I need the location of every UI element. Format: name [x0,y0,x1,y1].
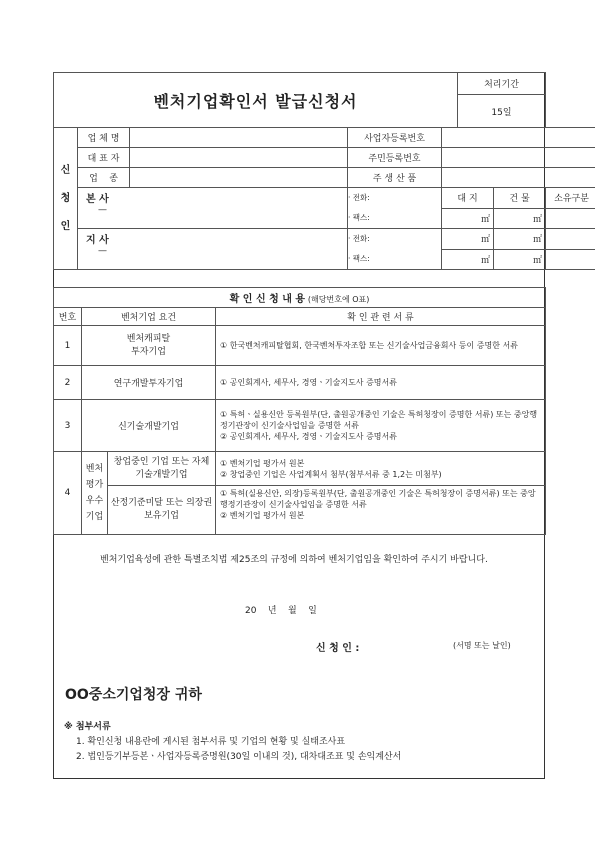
row-docs [216,452,546,486]
hq-label: 본 사 [86,194,109,205]
processing-period-label: 처리기간 [458,73,546,95]
row-docs-line-1: ① 벤처기업 평가서 원본 [220,458,305,468]
applicant-table [53,127,595,270]
row-docs [216,400,546,452]
branch-building-field-2[interactable]: ㎡ [494,249,546,270]
branch-contact-cell [348,229,442,270]
row-docs-line-1: ① 특허ㆍ실용신안 등록원부(단, 출원공개중인 기술은 특허청장이 증명한 서류) 또는 중앙행정기관장이 신기술사업임을 증명한 서류 [220,410,538,430]
business-reg-label: 사업자등록번호 [348,128,442,148]
attachments-list [76,735,401,765]
confirm-row-3[interactable] [54,400,546,452]
business-reg-field[interactable] [442,128,595,148]
hq-address-cell[interactable] [78,188,348,229]
hq-phone-label: · 전화: [348,193,370,202]
branch-phone-label: · 전화: [348,234,370,243]
applicant-side-label [54,128,78,270]
row-docs-line-2: ② 벤처기업 평가서 원본 [220,511,305,520]
row-no: 4 [54,452,82,535]
processing-period-value: 15일 [458,95,546,128]
main-product-label: 주 생 산 품 [348,168,442,188]
row-no: 3 [54,400,82,452]
branch-ownership-field-1[interactable] [546,229,595,250]
row-req: 벤처캐피탈 투자기업 [82,326,216,366]
ceo-field[interactable] [130,148,348,168]
confirm-row-1[interactable] [54,326,546,366]
attachments-title: ※ 첨부서류 [64,722,111,732]
side-char-2: 청 [60,192,71,204]
branch-label: 지 사 [86,235,109,246]
row-group-label: 벤처 평가 우수 기업 [82,452,108,535]
branch-fax-label: · 팩스: [348,254,370,263]
branch-site-area-field-2[interactable]: ㎡ [442,249,494,270]
hq-contact-cell [348,188,442,229]
industry-label: 업 종 [78,168,130,188]
hq-ownership-field[interactable] [546,208,595,229]
company-name-label: 업 체 명 [78,128,130,148]
confirm-row-2[interactable] [54,366,546,400]
row-no: 2 [54,366,82,400]
row-docs: ① 한국벤처캐피탈협회, 한국벤처투자조합 또는 신기술사업금융회사 등이 증명한 서류 [216,326,546,366]
confirm-row-4b[interactable] [54,486,546,535]
row-req: 창업중인 기업 또는 자체기술개발기업 [108,452,216,486]
branch-ownership-field-2[interactable] [546,249,595,270]
attachment-item: 2. 법인등기부등본ㆍ사업자등록증명원(30일 이내의 것), 대차대조표 및 손익계산서 [76,752,402,762]
resident-reg-label: 주민등록번호 [348,148,442,168]
hq-fax-label: · 팩스: [348,213,370,222]
row-docs-line-2: ② 공인회계사, 세무사, 경영ㆍ기술지도사 증명서류 [220,432,397,441]
company-name-field[interactable] [130,128,348,148]
ceo-label: 대 표 자 [78,148,130,168]
header-table [53,72,546,128]
col-req-header: 벤처기업 요건 [82,308,216,326]
side-char-1: 신 [60,164,71,176]
statement-date[interactable]: 20 년 월 일 [245,606,317,616]
row-no: 1 [54,326,82,366]
industry-field[interactable] [130,168,348,188]
confirm-title: 확 인 신 청 내 용 [229,294,306,305]
confirm-title-row [54,288,546,308]
resident-reg-field[interactable] [442,148,595,168]
row-req: 신기술개발기업 [82,400,216,452]
row-docs-line-2: ② 창업중인 기업은 사업계획서 첨부(첨부서류 중 1,2는 미첨부) [220,469,442,479]
main-product-field[interactable] [442,168,595,188]
branch-building-field-1[interactable]: ㎡ [494,229,546,250]
branch-dash: — [98,246,107,256]
confirm-table [53,287,546,535]
sign-note[interactable]: (서명 또는 날인) [453,641,511,650]
branch-address-cell[interactable] [78,229,348,270]
form-title: 벤처기업확인서 발급신청서 [54,73,458,128]
statement-body: 벤처기업육성에 관한 특별조치법 제25조의 규정에 의하여 벤처기업임을 확인하여 주시기 바랍니다. [100,555,488,565]
row-req: 연구개발투자기업 [82,366,216,400]
applicant-sign-label: 신 청 인 : [316,643,360,654]
side-char-3: 인 [60,220,71,232]
hq-dash: — [98,205,107,215]
attachment-item: 1. 확인신청 내용란에 게시된 첨부서류 및 기업의 현황 및 실태조사표 [76,737,346,747]
ownership-label: 소유구분 [546,188,595,209]
confirm-title-note: (해당번호에 O표) [307,295,370,304]
col-docs-header: 확 인 관 련 서 류 [216,308,546,326]
row-docs [216,486,546,535]
hq-site-area-field[interactable]: ㎡ [442,208,494,229]
row-docs: ① 공인회계사, 세무사, 경영ㆍ기술지도사 증명서류 [216,366,546,400]
confirm-row-4a[interactable] [54,452,546,486]
col-no-header: 번호 [54,308,82,326]
site-area-label: 대 지 [442,188,494,209]
recipient: OO중소기업청장 귀하 [65,687,202,703]
building-label: 건 물 [494,188,546,209]
row-req: 산정기준미달 또는 의장권보유기업 [108,486,216,535]
row-docs-line-1: ① 특허(실용신안, 의장)등록원부(단, 출원공개중인 기술은 특허청장이 증명서류) 또는 중앙행정기관장이 신기술사업임을 증명한 서류 [220,489,536,509]
row-docs-clip [220,488,541,532]
branch-site-area-field-1[interactable]: ㎡ [442,229,494,250]
hq-building-field[interactable]: ㎡ [494,208,546,229]
